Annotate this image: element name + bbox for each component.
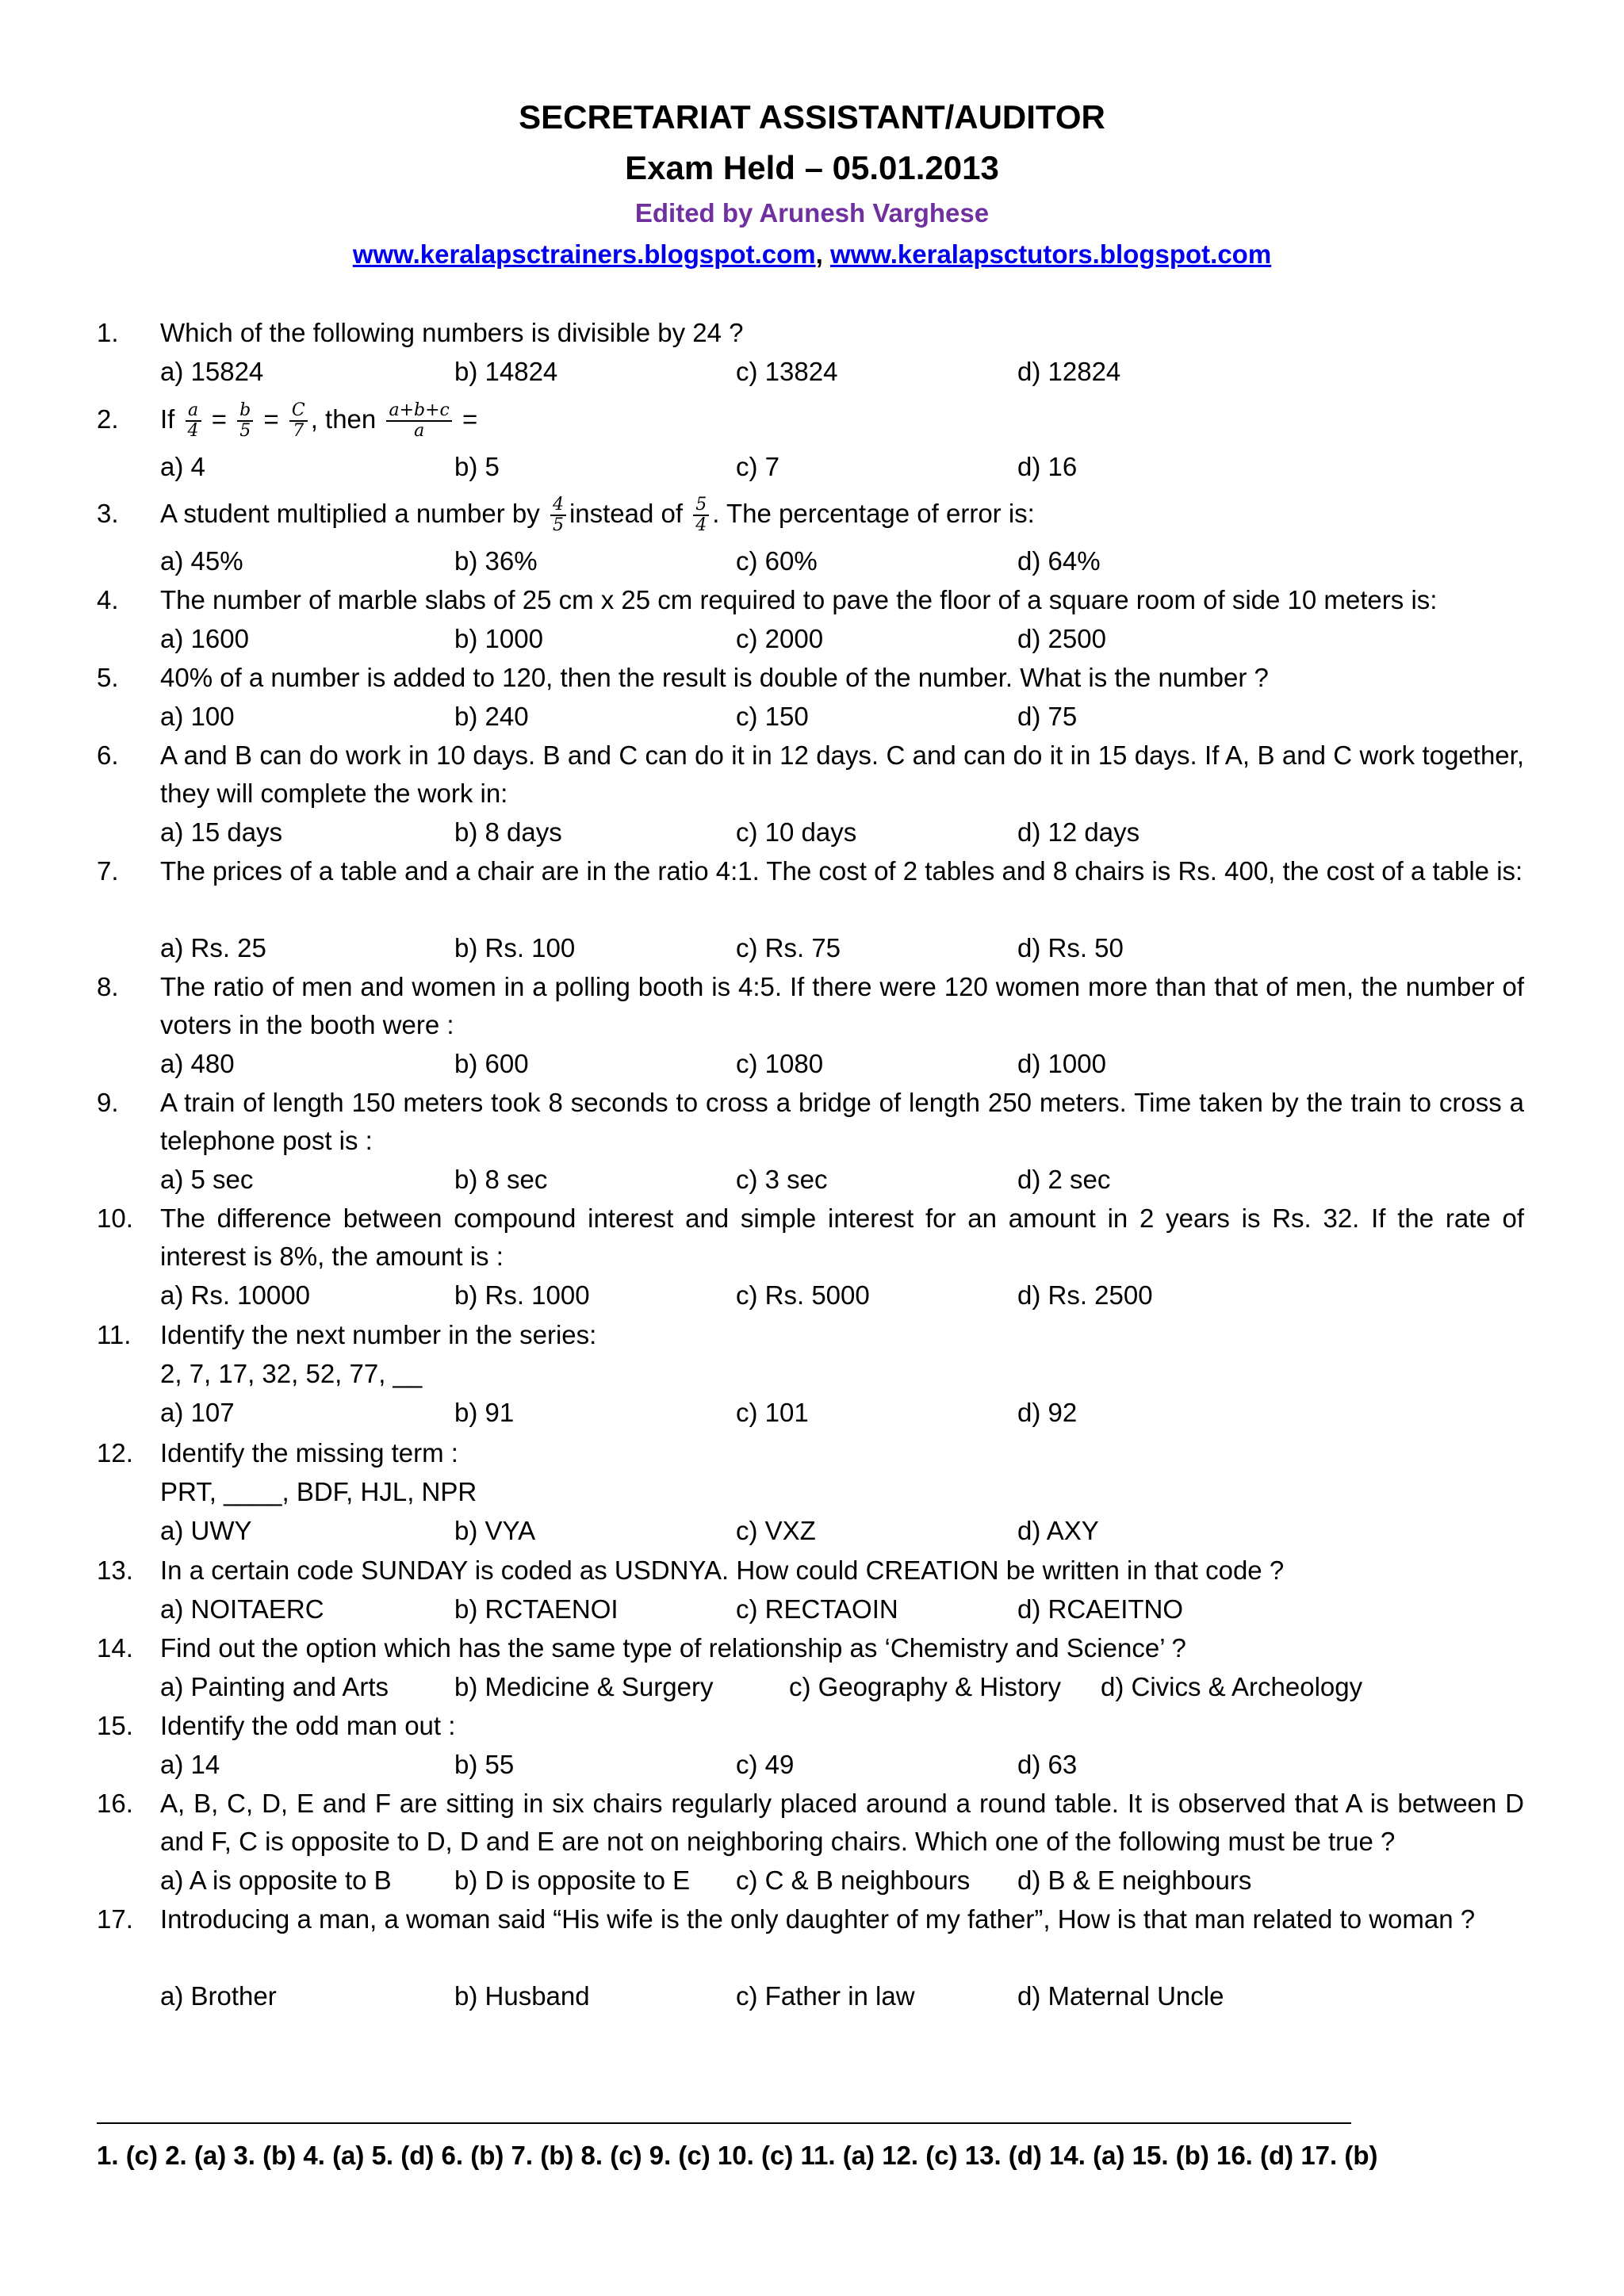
options-3 — [0, 542, 1624, 580]
option-c: c) 7 — [736, 452, 780, 481]
question-text: A train of length 150 meters took 8 seconds to cross a bridge of length 250 meters. Time taken by the train to cross a telephone post is : — [160, 1088, 1524, 1155]
option-a: a) 1600 — [160, 624, 249, 653]
question-text: The number of marble slabs of 25 cm x 25 cm required to pave the floor of a square room of side 10 meters is: — [160, 585, 1438, 614]
option-a: a) 480 — [160, 1049, 235, 1078]
option-c: c) RECTAOIN — [736, 1594, 898, 1624]
question-text — [160, 400, 1524, 441]
option-c: c) Rs. 75 — [736, 933, 841, 962]
question-number: 16. — [97, 1789, 133, 1818]
question-number: 3. — [97, 499, 119, 528]
fraction — [386, 401, 451, 441]
fraction — [186, 401, 201, 441]
question-text: Identify the odd man out : — [160, 1711, 456, 1740]
option-d: d) Rs. 50 — [1017, 933, 1124, 962]
question-text: The prices of a table and a chair are in the ratio 4:1. The cost of 2 tables and 8 chairs is Rs. 400, the cost of a table is: — [160, 856, 1523, 886]
option-b: b) 55 — [454, 1750, 515, 1779]
options-5 — [0, 698, 1624, 736]
option-d: d) Civics & Archeology — [1101, 1672, 1363, 1701]
exam-date: Exam Held – 05.01.2013 — [625, 149, 999, 186]
numerator: a — [186, 401, 201, 422]
fraction — [693, 496, 709, 535]
question-number: 15. — [97, 1711, 133, 1740]
option-b: b) Husband — [454, 1981, 590, 2011]
option-b: b) 1000 — [454, 624, 543, 653]
numerator: 4 — [550, 496, 566, 516]
question-number: 4. — [97, 585, 119, 614]
option-c: c) 1080 — [736, 1049, 824, 1078]
options-6 — [0, 813, 1624, 851]
option-c: c) 150 — [736, 702, 809, 731]
option-b: b) Rs. 1000 — [454, 1280, 590, 1310]
option-d: d) AXY — [1017, 1516, 1099, 1545]
question-text: A and B can do work in 10 days. B and C can do it in 12 days. C and can do it in 15 days. If A, B and C work together, they will complete the work in: — [160, 740, 1524, 808]
option-a: a) 5 sec — [160, 1165, 254, 1194]
question-text: Find out the option which has the same type of relationship as ‘Chemistry and Science’ ? — [160, 1633, 1186, 1663]
question-text: Which of the following numbers is divisible by 24 ? — [160, 318, 744, 347]
text-part: instead of — [569, 499, 684, 528]
option-d: d) RCAEITNO — [1017, 1594, 1184, 1624]
question-number: 7. — [97, 856, 119, 886]
options-14 — [0, 1668, 1624, 1706]
option-b: b) 8 sec — [454, 1165, 548, 1194]
question-text: A, B, C, D, E and F are sitting in six chairs regularly placed around a round table. It is observed that A is between D and F, C is opposite to D, D and E are not on neighboring chairs. Which one of the following must be true ? — [160, 1789, 1524, 1856]
option-b: b) 240 — [454, 702, 529, 731]
answer-key: 1. (c) 2. (a) 3. (b) 4. (a) 5. (d) 6. (b) 7. (b) 8. (c) 9. (c) 10. (c) 11. (a) 12. (c) 13. (d) 14. (a) 15. (b) 16. (d) 17. (b) — [97, 2141, 1378, 2170]
option-d: d) 92 — [1017, 1398, 1078, 1427]
options-9 — [0, 1161, 1624, 1199]
options-17 — [0, 1977, 1624, 2015]
question-number: 10. — [97, 1203, 133, 1233]
question-number: 5. — [97, 663, 119, 692]
option-a: a) Rs. 10000 — [160, 1280, 310, 1310]
numerator: b — [237, 401, 253, 422]
option-a: a) 14 — [160, 1750, 220, 1779]
text-part: . The percentage of error is: — [712, 499, 1035, 528]
options-1 — [0, 353, 1624, 391]
option-b: b) RCTAENOI — [454, 1594, 619, 1624]
denominator: 4 — [695, 515, 707, 536]
options-12 — [0, 1512, 1624, 1550]
denominator: a — [414, 421, 425, 442]
link-keralapsctutors[interactable]: www.keralapsctutors.blogspot.com — [829, 239, 1272, 269]
options-11 — [0, 1394, 1624, 1432]
series-text: PRT, ____, BDF, HJL, NPR — [160, 1477, 477, 1506]
question-number: 11. — [97, 1320, 132, 1349]
option-c: c) 49 — [736, 1750, 795, 1779]
option-b: b) 600 — [454, 1049, 529, 1078]
option-a: a) 4 — [160, 452, 205, 481]
numerator: a+b+c — [386, 401, 451, 422]
question-number: 1. — [97, 318, 119, 347]
option-d: d) 16 — [1017, 452, 1078, 481]
option-d: d) 12824 — [1017, 357, 1121, 386]
link-keralapsctrainers[interactable]: www.keralapsctrainers.blogspot.com — [352, 239, 816, 269]
option-c: c) 2000 — [736, 624, 824, 653]
question-text: 40% of a number is added to 120, then the result is double of the number. What is the number ? — [160, 663, 1269, 692]
text-part: = — [263, 404, 279, 434]
question-text: The difference between compound interest and simple interest for an amount in 2 years is Rs. 32. If the rate of interest is 8%, the amount is : — [160, 1203, 1524, 1271]
question-number: 9. — [97, 1088, 119, 1117]
denominator: 4 — [187, 421, 199, 442]
question-text — [160, 495, 1524, 535]
question-number: 13. — [97, 1556, 133, 1585]
question-number: 12. — [97, 1438, 133, 1468]
options-7 — [0, 929, 1624, 967]
option-c: c) C & B neighbours — [736, 1866, 971, 1895]
option-a: a) 107 — [160, 1398, 235, 1427]
option-a: a) 15824 — [160, 357, 264, 386]
numerator: 5 — [693, 496, 709, 516]
option-c: c) Rs. 5000 — [736, 1280, 870, 1310]
option-a: a) UWY — [160, 1516, 252, 1545]
option-b: b) 5 — [454, 452, 500, 481]
question-text: The ratio of men and women in a polling booth is 4:5. If there were 120 women more than that of men, the number of voters in the booth were : — [160, 972, 1524, 1039]
option-c: c) VXZ — [736, 1516, 816, 1545]
option-d: d) 75 — [1017, 702, 1078, 731]
option-c: c) Father in law — [736, 1981, 915, 2011]
text-part: , then — [310, 404, 377, 434]
option-c: c) 10 days — [736, 817, 857, 847]
website-links — [0, 239, 1624, 270]
option-d: d) 63 — [1017, 1750, 1078, 1779]
option-d: d) B & E neighbours — [1017, 1866, 1252, 1895]
option-a: a) A is opposite to B — [160, 1866, 392, 1895]
question-number: 6. — [97, 740, 119, 770]
fraction — [237, 401, 253, 441]
option-c: c) 60% — [736, 546, 818, 576]
option-a: a) NOITAERC — [160, 1594, 324, 1624]
option-d: d) 1000 — [1017, 1049, 1106, 1078]
option-a: a) 100 — [160, 702, 235, 731]
option-a: a) 45% — [160, 546, 243, 576]
option-d: d) 2 sec — [1017, 1165, 1111, 1194]
option-b: b) VYA — [454, 1516, 536, 1545]
text-part: = — [211, 404, 227, 434]
question-text: Introducing a man, a woman said “His wife is the only daughter of my father”, How is that man related to woman ? — [160, 1904, 1476, 1934]
option-a: a) 15 days — [160, 817, 283, 847]
question-number: 17. — [97, 1904, 133, 1934]
fraction — [289, 401, 308, 441]
question-text: Identify the missing term : — [160, 1438, 458, 1468]
option-a: a) Brother — [160, 1981, 277, 2011]
fraction — [550, 496, 566, 535]
option-b: b) 36% — [454, 546, 538, 576]
option-d: d) Maternal Uncle — [1017, 1981, 1224, 2011]
denominator: 5 — [239, 421, 251, 442]
option-b: b) 14824 — [454, 357, 558, 386]
question-number: 2. — [97, 404, 119, 434]
option-b: b) 91 — [454, 1398, 515, 1427]
options-4 — [0, 620, 1624, 658]
option-d: d) 64% — [1017, 546, 1101, 576]
text-part: = — [462, 404, 478, 434]
options-15 — [0, 1746, 1624, 1784]
option-c: c) 3 sec — [736, 1165, 828, 1194]
question-text: In a certain code SUNDAY is coded as USDNYA. How could CREATION be written in that code ? — [160, 1556, 1285, 1585]
denominator: 5 — [552, 515, 564, 536]
options-2 — [0, 448, 1624, 486]
numerator: C — [289, 401, 308, 422]
options-8 — [0, 1045, 1624, 1083]
option-b: b) Medicine & Surgery — [454, 1672, 714, 1701]
options-16 — [0, 1862, 1624, 1900]
editor-credit: Edited by Arunesh Varghese — [634, 198, 990, 228]
answer-divider — [97, 2122, 1351, 2124]
text-part: A student multiplied a number by — [160, 499, 540, 528]
option-d: d) 2500 — [1017, 624, 1106, 653]
link-separator: , — [815, 239, 823, 269]
option-d: d) 12 days — [1017, 817, 1140, 847]
option-a: a) Painting and Arts — [160, 1672, 389, 1701]
option-b: b) D is opposite to E — [454, 1866, 691, 1895]
option-b: b) 8 days — [454, 817, 562, 847]
option-d: d) Rs. 2500 — [1017, 1280, 1153, 1310]
question-text: Identify the next number in the series: — [160, 1320, 597, 1349]
options-10 — [0, 1276, 1624, 1314]
denominator: 7 — [293, 421, 304, 442]
question-number: 14. — [97, 1633, 133, 1663]
option-b: b) Rs. 100 — [454, 933, 576, 962]
question-number: 8. — [97, 972, 119, 1001]
text-part: If — [160, 404, 175, 434]
option-c: c) Geography & History — [789, 1672, 1061, 1701]
option-c: c) 13824 — [736, 357, 838, 386]
series-text: 2, 7, 17, 32, 52, 77, __ — [160, 1359, 423, 1388]
page-title: SECRETARIAT ASSISTANT/AUDITOR — [519, 98, 1105, 136]
option-a: a) Rs. 25 — [160, 933, 266, 962]
options-13 — [0, 1590, 1624, 1628]
option-c: c) 101 — [736, 1398, 809, 1427]
